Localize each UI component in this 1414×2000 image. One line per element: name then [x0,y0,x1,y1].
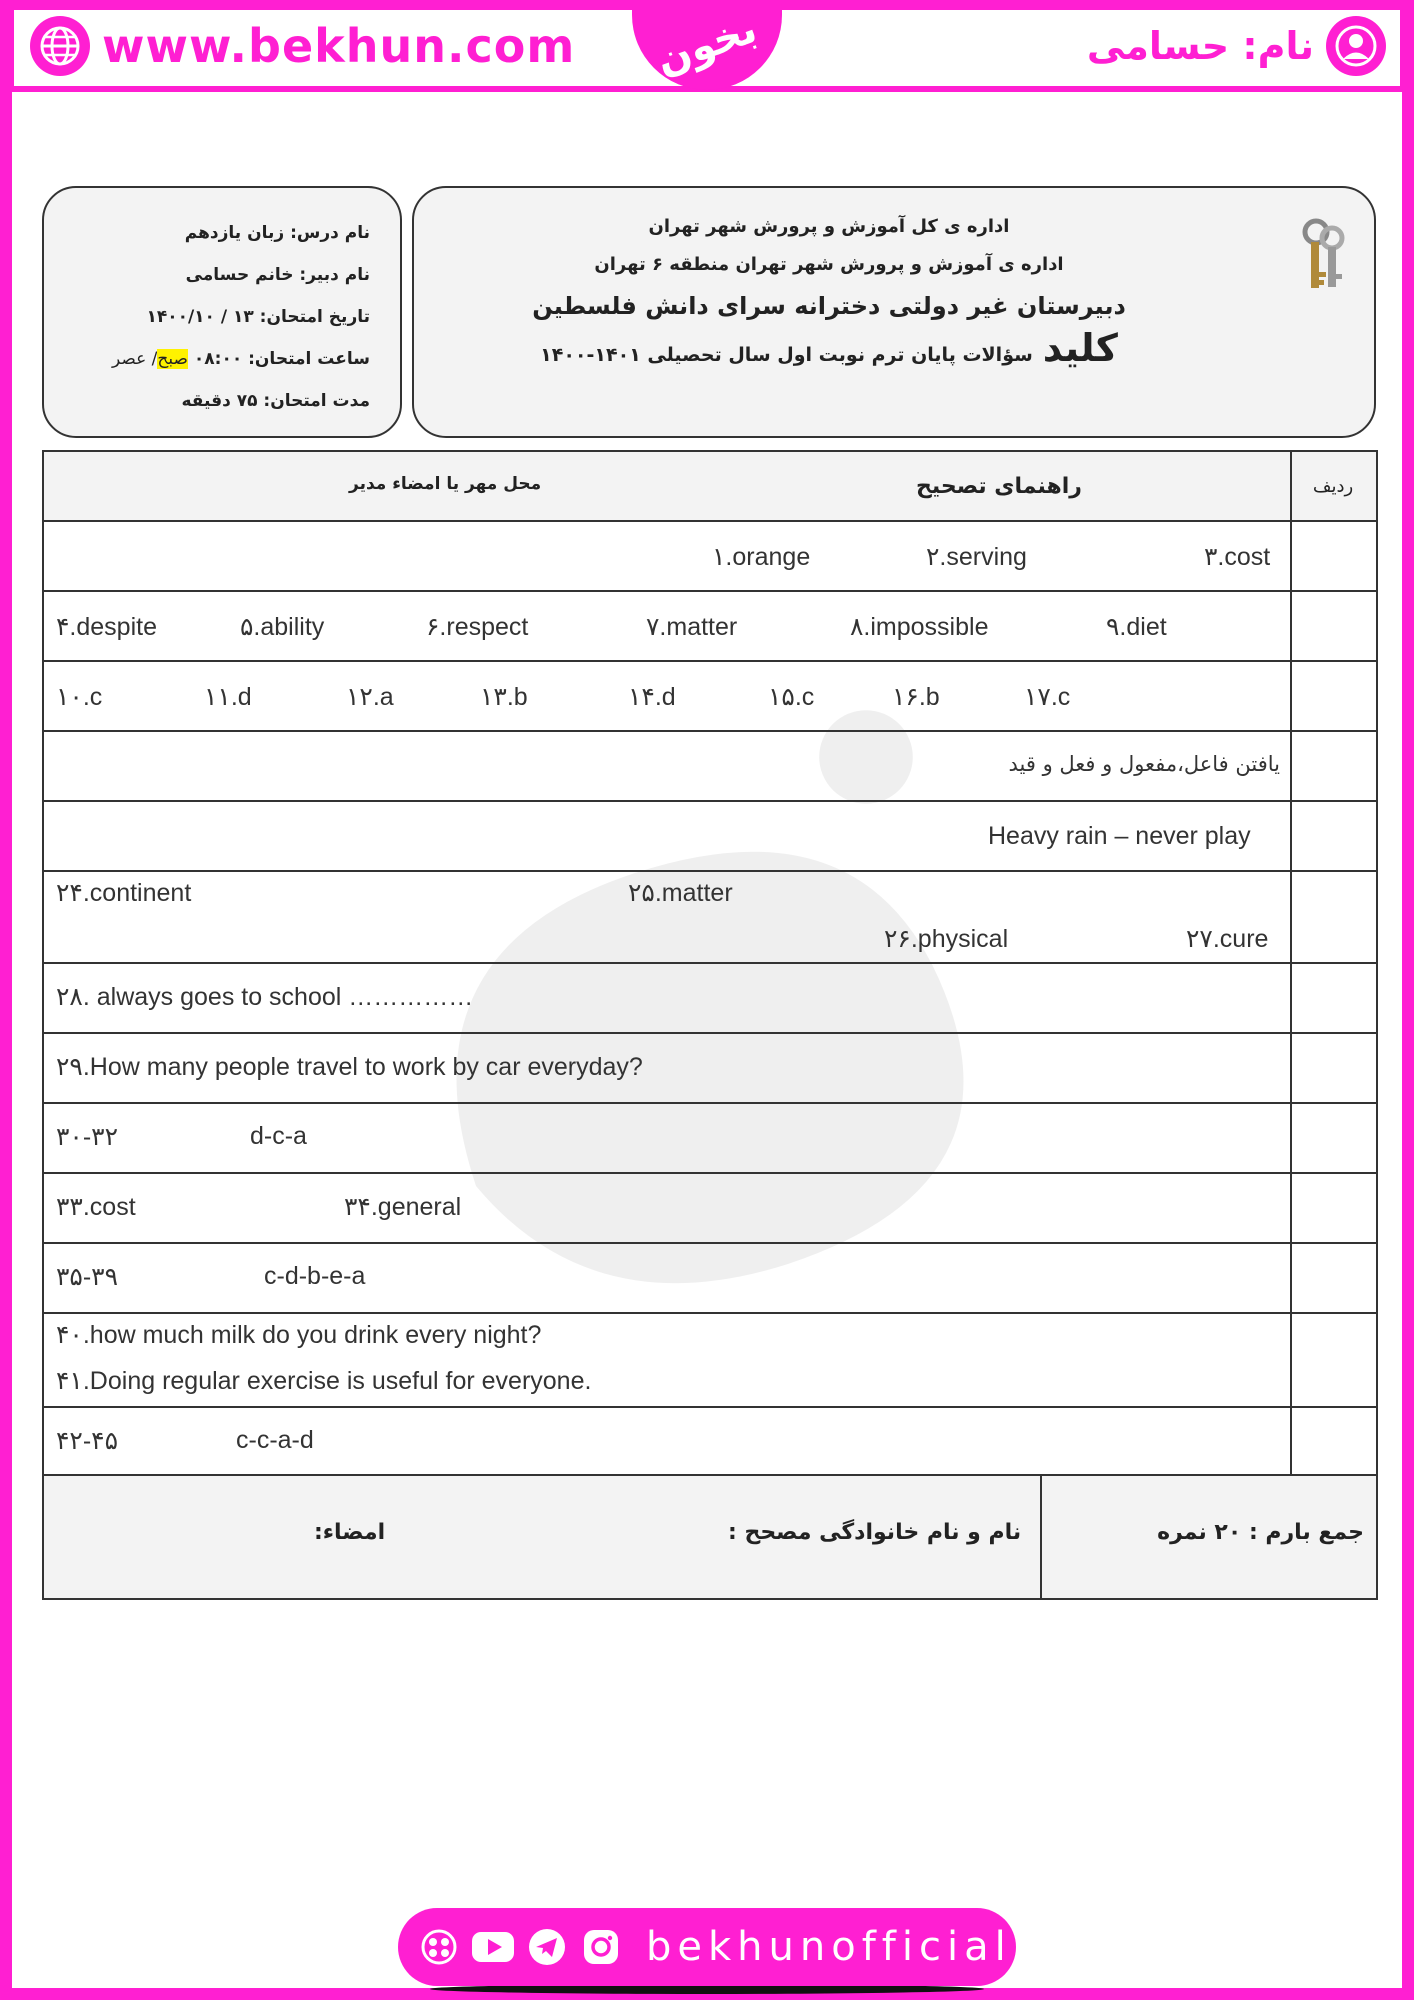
answer-28: ۲۸. always goes to school …………… [56,983,474,1011]
answer-13: ۱۳.b [480,683,528,711]
answer-key-table [42,450,1378,1476]
logo-text: بخون [650,5,764,85]
table-row [44,1104,1376,1174]
table-row [44,662,1376,732]
time-evening: / عصر [112,349,158,369]
answer-7: ۷.matter [646,613,738,641]
row-content [44,802,1290,870]
table-row [44,802,1376,872]
answer-3: ۳.cost [1204,543,1271,571]
answer-17: ۱۷.c [1024,683,1071,711]
subject-line: نام درس: زبان یازدهم [184,223,370,243]
row-content [44,872,1290,962]
school-name: دبیرستان غیر دولتی دخترانه سرای دانش فلسطین [532,292,1126,320]
answer-24: ۲۴.continent [56,879,192,907]
telegram-icon[interactable] [524,1924,570,1970]
row-content [44,1408,1290,1478]
website-url: www.bekhun.com [102,19,576,73]
teacher-line: نام دبیر: خانم حسامی [185,265,370,285]
col-stamp-label: محل مهر یا امضاء مدیر [349,474,542,494]
row-content [44,964,1290,1032]
answer-11: ۱۱.d [204,683,252,711]
answer-29: ۲۹.How many people travel to work by car everyday? [56,1053,643,1081]
signature-label: امضاء: [314,1520,386,1545]
time-label: ساعت امتحان: ۰۸:۰۰ [193,349,370,369]
social-handle[interactable]: bekhunofficial [646,1924,1012,1970]
table-row [44,1408,1376,1478]
globe-icon [30,16,90,76]
row-content [44,1244,1290,1312]
row-number-cell [1290,1314,1376,1406]
answer-5: ۵.ability [240,613,325,641]
question-range-30-32: ۳۰-۳۲ [56,1123,119,1151]
total-score: جمع بارم : ۲۰ نمره [1157,1520,1364,1545]
row-content [44,522,1290,590]
instagram-icon[interactable] [578,1924,624,1970]
table-row [44,592,1376,662]
table-row [44,1034,1376,1104]
answer-30-32: d-c-a [250,1122,307,1150]
org-line-1: اداره ی کل آموزش و پرورش شهر تهران [648,216,1010,237]
answer-grammar-note: یافتن فاعل،مفعول و فعل و قید [1008,752,1280,776]
table-row [44,1174,1376,1244]
table-row [44,1314,1376,1408]
answer-15: ۱۵.c [768,683,815,711]
row-number-cell [1290,1104,1376,1172]
row-content [44,662,1290,730]
exam-title: سؤالات پایان ترم نوبت اول سال تحصیلی ۱۴۰۱-۱۴۰۰ [540,344,1033,366]
answer-14: ۱۴.d [628,683,676,711]
answer-40: ۴۰.how much milk do you drink every night? [56,1321,542,1349]
org-line-2: اداره ی آموزش و پرورش شهر تهران منطقه ۶ تهران [594,254,1064,275]
duration-line: مدت امتحان: ۷۵ دقیقه [181,391,370,411]
answer-16: ۱۶.b [892,683,940,711]
row-number-cell [1290,1244,1376,1312]
row-number-cell [1290,1174,1376,1242]
question-range-35-39: ۳۵-۳۹ [56,1263,119,1291]
row-content [44,1314,1290,1406]
row-number-cell [1290,592,1376,660]
answer-8: ۸.impossible [850,613,989,641]
row-content [44,1174,1290,1242]
answer-25: ۲۵.matter [628,879,733,907]
corrector-name-label: نام و نام خانوادگی مصحح : [728,1520,1022,1545]
time-morning: صبح [157,349,188,369]
row-number-cell [1290,662,1376,730]
youtube-icon[interactable] [470,1924,516,1970]
col-row-label: ردیف [1312,475,1354,497]
row-number-cell [1290,522,1376,590]
student-name [1087,14,1386,78]
answer-4: ۴.despite [56,613,157,641]
answer-2: ۲.serving [926,543,1027,571]
col-guide-label: راهنمای تصحیح [916,474,1082,499]
row-content [44,592,1290,660]
answer-6: ۶.respect [426,613,529,641]
answer-12: ۱۲.a [346,683,394,711]
row-number-cell [1290,1408,1376,1478]
answer-41: ۴۱.Doing regular exercise is useful for everyone. [56,1367,592,1395]
answer-key-label: کلید [1042,326,1118,370]
answer-34: ۳۴.general [344,1193,462,1221]
time-line [64,338,370,380]
aparat-icon[interactable] [416,1924,462,1970]
answer-9: ۹.diet [1106,613,1167,641]
date-line: تاریخ امتحان: ۱۳ / ۱۴۰۰/۱۰ [146,307,370,327]
answer-35-39: c-d-b-e-a [264,1262,366,1290]
table-row [44,732,1376,802]
answer-1: ۱.orange [712,543,811,571]
social-links-bar [398,1908,1016,1986]
row-number-cell [1290,802,1376,870]
table-row [44,522,1376,592]
answer-10: ۱۰.c [56,683,103,711]
row-number-cell [1290,872,1376,962]
exam-title-line [414,326,1374,370]
row-number-cell [1290,1034,1376,1102]
table-header-row [44,452,1376,522]
school-info-box [412,186,1376,438]
row-content [44,1034,1290,1102]
footer-divider [1040,1476,1042,1598]
row-number-cell [1290,964,1376,1032]
question-range-42-45: ۴۲-۴۵ [56,1427,119,1455]
user-icon [1326,16,1386,76]
website-link[interactable] [30,14,575,78]
grading-footer [42,1474,1378,1600]
row-content [44,1104,1290,1172]
row-content [44,732,1290,800]
answer-42-45: c-c-a-d [236,1426,314,1454]
table-row [44,1244,1376,1314]
table-row [44,872,1376,964]
answer-33: ۳۳.cost [56,1193,136,1221]
answer-heavy-rain: Heavy rain – never play [988,822,1251,850]
exam-info-box [42,186,402,438]
table-row [44,964,1376,1034]
answer-26: ۲۶.physical [884,925,1009,953]
row-number-cell [1290,732,1376,800]
answer-27: ۲۷.cure [1186,925,1269,953]
student-name-text: نام: حسامی [1086,24,1314,68]
